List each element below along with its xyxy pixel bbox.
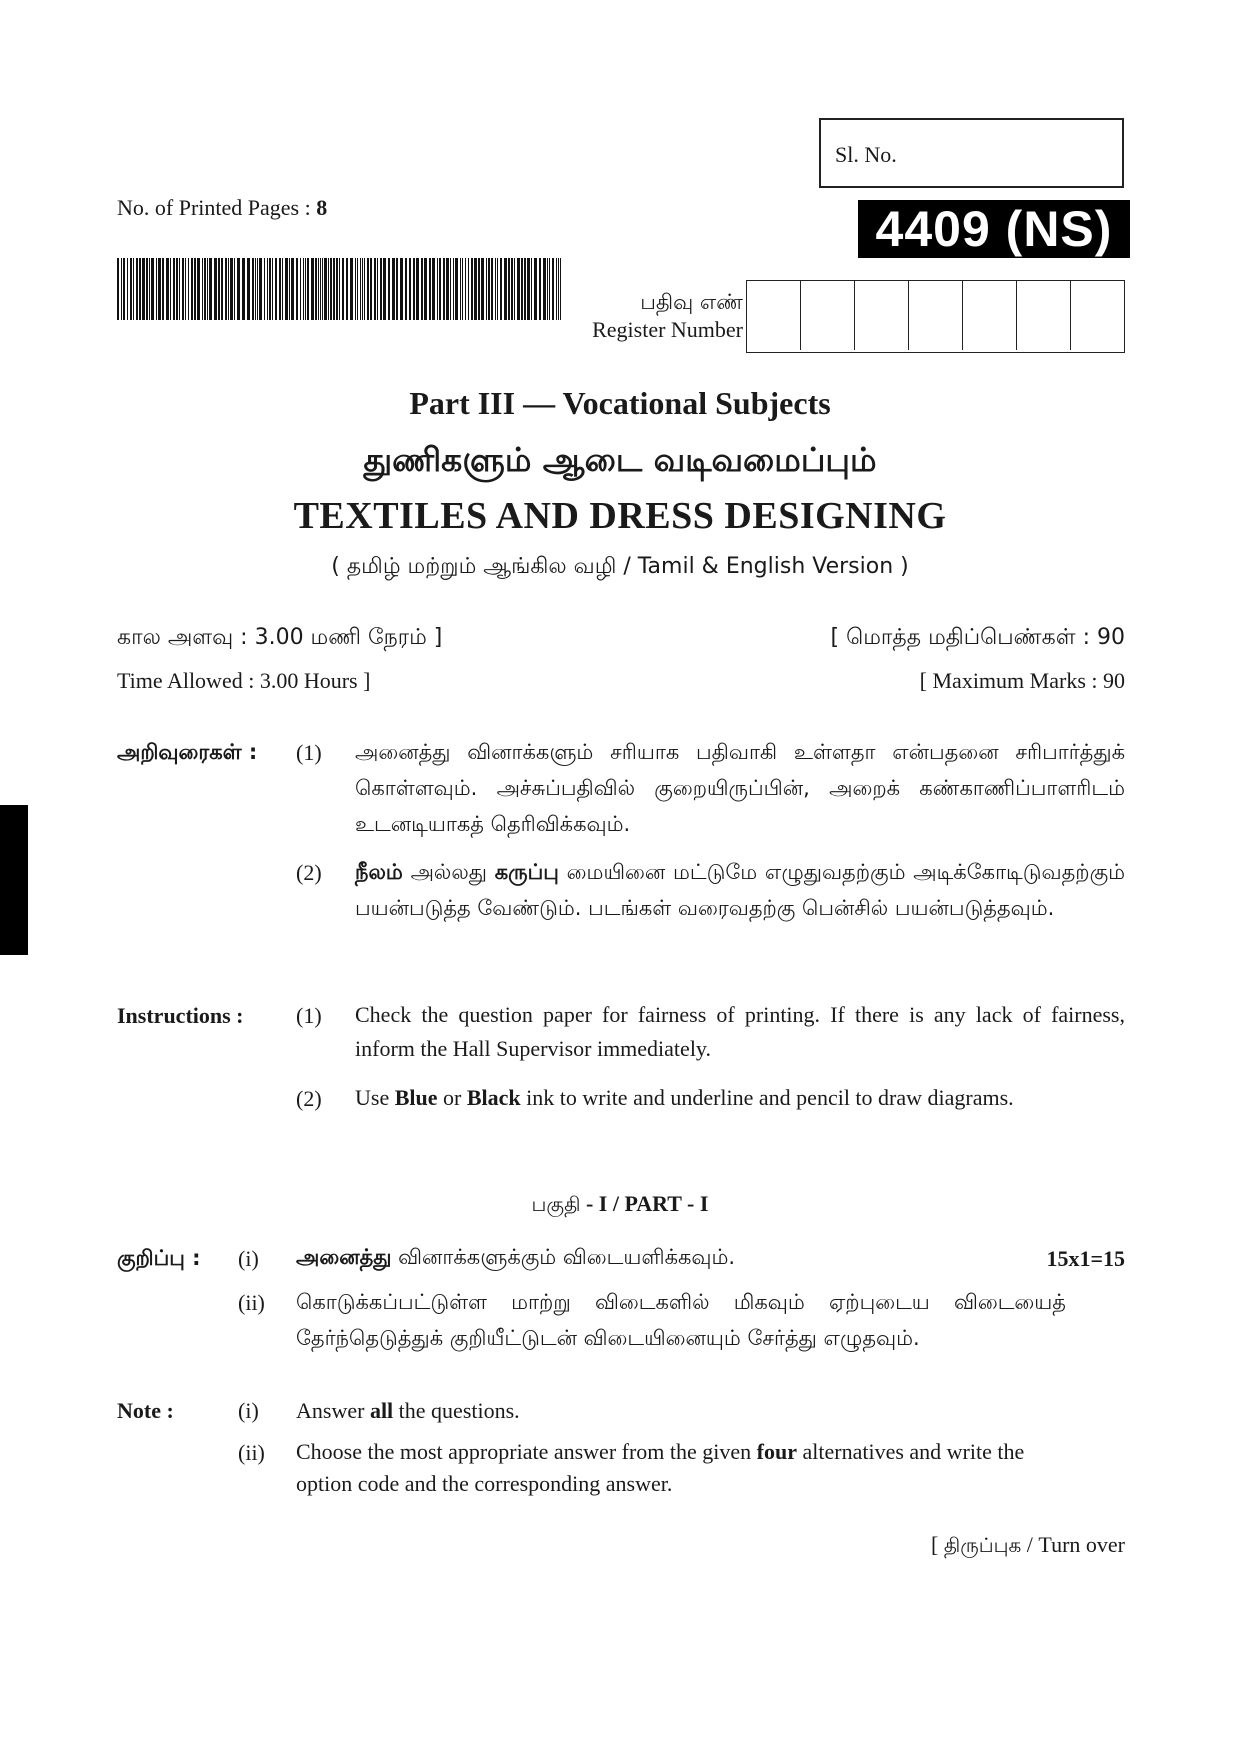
section-marks: 15x1=15	[1046, 1246, 1125, 1271]
serial-number-box	[819, 118, 1124, 188]
instruction-text-english: Check the question paper for fairness of printing. If there is any lack of fairness, inform the Hall Supervisor immediately.	[355, 1002, 1125, 1061]
register-number-cell[interactable]	[1071, 281, 1124, 350]
barcode-image	[117, 258, 561, 320]
instruction-text-english	[355, 1081, 1125, 1115]
instruction-number: (1)	[296, 740, 322, 765]
note-text-english	[296, 1398, 520, 1424]
emphasis-text: Blue	[394, 1085, 438, 1110]
turn-over-bracket: [	[930, 1532, 944, 1557]
register-number-cell[interactable]	[747, 281, 801, 350]
paper-code: 4409 (NS)	[858, 200, 1130, 258]
note-heading-english: Note :	[117, 1398, 174, 1423]
note-fragment: Choose the most appropriate answer from the given	[296, 1439, 757, 1464]
instruction-fragment: மையினை மட்டுமே எழுதுவதற்கும் அடிக்கோடிடுவதற்கும் பயன்படுத்த வேண்டும். படங்கள் வரைவதற்கு பென்சில் பயன்படுத்தவும்.	[355, 860, 1126, 920]
register-number-cell[interactable]	[855, 281, 909, 350]
part-one-heading	[0, 1191, 1240, 1219]
instruction-number: (2)	[296, 860, 322, 885]
part-heading-english: - I / PART - I	[580, 1191, 709, 1216]
max-marks-english: [ Maximum Marks : 90	[919, 668, 1125, 693]
margin-marker	[0, 805, 28, 955]
instruction-fragment: ink to write and underline and pencil to draw diagrams.	[520, 1085, 1014, 1110]
instruction-number: (2)	[296, 1086, 322, 1111]
instructions-heading-english: Instructions :	[117, 1003, 244, 1028]
time-allowed-english: Time Allowed : 3.00 Hours ]	[117, 668, 371, 693]
printed-pages-label: No. of Printed Pages :	[117, 195, 317, 220]
register-label-english: Register Number	[592, 317, 743, 342]
register-number-cell[interactable]	[963, 281, 1017, 350]
turn-over-english: / Turn over	[1021, 1532, 1125, 1557]
emphasis-text: four	[756, 1439, 797, 1464]
note-number: (i)	[238, 1398, 259, 1423]
note-number: (ii)	[238, 1440, 265, 1465]
note-fragment: வினாக்களுக்கும் விடையளிக்கவும்.	[391, 1245, 736, 1269]
printed-pages-value: 8	[316, 195, 328, 220]
note-number: (i)	[238, 1246, 259, 1271]
register-number-cell[interactable]	[801, 281, 855, 350]
instruction-fragment: அல்லது	[402, 860, 495, 884]
instruction-text-tamil: அனைத்து வினாக்களும் சரியாக பதிவாகி உள்ளதா என்பதனை சரிபார்த்துக் கொள்ளவும். அச்சுப்பதிவில் குறையிருப்பின், அறைக் கண்காணிப்பாளரிடம் உடனடியாகத் தெரிவிக்கவும்.	[355, 740, 1125, 836]
note-fragment: the questions.	[393, 1398, 520, 1423]
part-heading-tamil: பகுதி	[531, 1192, 581, 1216]
subject-title-english: TEXTILES AND DRESS DESIGNING	[293, 495, 947, 537]
emphasis-text: நீலம்	[355, 860, 403, 884]
time-allowed-tamil: கால அளவு : 3.00 மணி நேரம் ]	[117, 625, 443, 650]
instruction-fragment: or	[437, 1085, 467, 1110]
note-fragment: alternatives and write the option code and the corresponding answer.	[296, 1439, 1025, 1496]
emphasis-text: அனைத்து	[296, 1245, 392, 1269]
turn-over-tamil: திருப்புக	[943, 1533, 1022, 1557]
max-marks-tamil: [ மொத்த மதிப்பெண்கள் : 90	[830, 625, 1125, 650]
part-title: Part III — Vocational Subjects	[409, 385, 831, 421]
instruction-text-tamil	[355, 854, 1125, 926]
turn-over-label	[931, 1532, 1125, 1560]
register-label-tamil: பதிவு எண்	[640, 290, 743, 314]
note-text-english	[296, 1436, 1066, 1500]
emphasis-text: கருப்பு	[494, 860, 559, 884]
serial-number-label: Sl. No.	[835, 142, 897, 167]
instruction-number: (1)	[296, 1003, 322, 1028]
note-number: (ii)	[238, 1290, 265, 1315]
note-fragment: Answer	[296, 1398, 370, 1423]
instruction-fragment: Use	[355, 1085, 395, 1110]
instructions-heading-tamil: அறிவுரைகள் :	[117, 740, 258, 764]
emphasis-text: all	[369, 1398, 394, 1423]
subject-title-tamil: துணிகளும் ஆடை வடிவமைப்பும்	[363, 440, 877, 479]
register-number-grid	[746, 280, 1125, 353]
register-number-cell[interactable]	[909, 281, 963, 350]
note-heading-tamil: குறிப்பு :	[117, 1246, 201, 1270]
register-number-cell[interactable]	[1017, 281, 1071, 350]
note-text-tamil: கொடுக்கப்பட்டுள்ள மாற்று விடைகளில் மிகவும் ஏற்புடைய விடையைத் தேர்ந்தெடுத்துக் குறியீட்டுடன் விடையினையும் சேர்த்து எழுதவும்.	[296, 1290, 1066, 1350]
printed-pages	[117, 195, 327, 221]
version-line: ( தமிழ் மற்றும் ஆங்கில வழி / Tamil & English Version )	[331, 554, 909, 579]
note-text-tamil	[296, 1245, 735, 1272]
emphasis-text: Black	[466, 1085, 521, 1110]
